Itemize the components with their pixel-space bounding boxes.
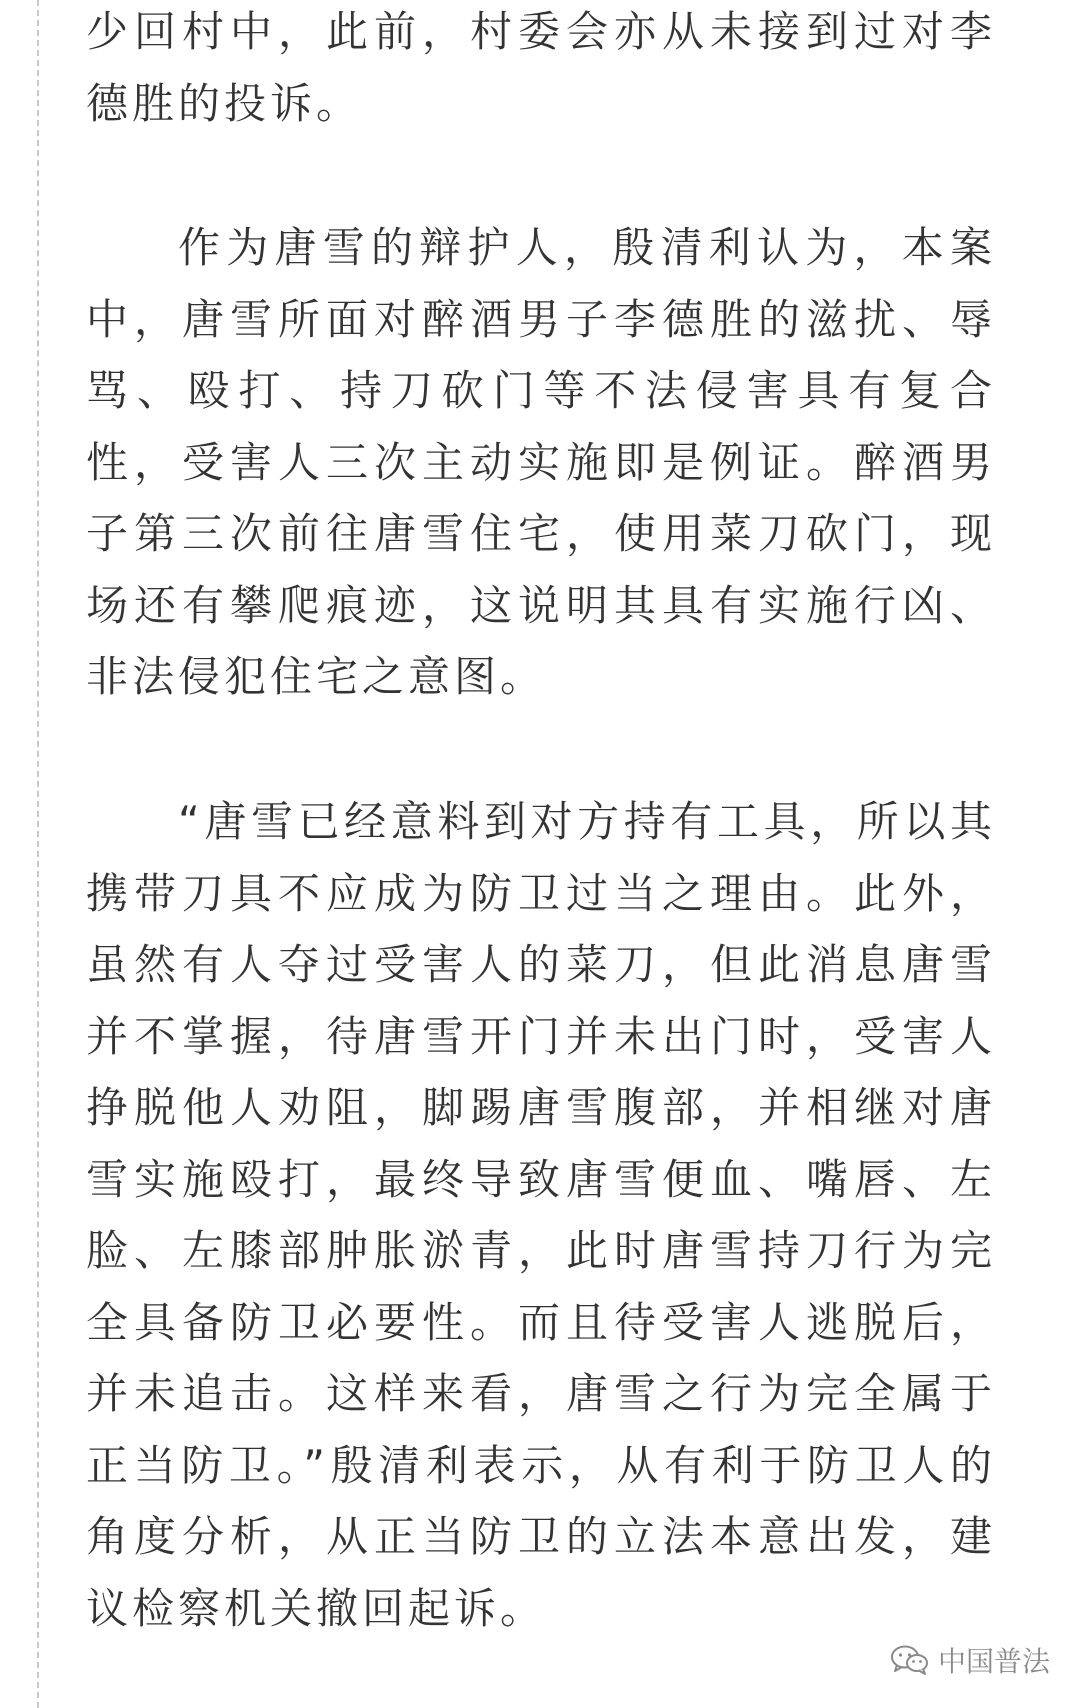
watermark	[890, 1640, 1050, 1680]
paragraph-3: “唐雪已经意料到对方持有工具，所以其携带刀具不应成为防卫过当之理由。此外，虽然有人夺过受害人的菜刀，但此消息唐雪并不掌握，待唐雪开门并未出门时，受害人挣脱他人劝阻，脚踢唐雪腹部，并相继对唐雪实施殴打，最终导致唐雪便血、嘴唇、左脸、左膝部肿胀淤青，此时唐雪持刀行为完全具备防卫必要性。而且待受害人逃脱后，并未追击。这样来看，唐雪之行为完全属于正当防卫。”殷清利表示，从有利于防卫人的角度分析，从正当防卫的立法本意出发，建议检察机关撤回起诉。	[86, 797, 996, 1633]
watermark-text: 中国普法	[937, 1645, 1050, 1678]
wechat-icon	[890, 1644, 930, 1676]
left-dashed-rule	[37, 0, 39, 1708]
paragraph-1: 少回村中，此前，村委会亦从未接到过对李德胜的投诉。	[86, 7, 996, 128]
paragraph-2: 作为唐雪的辩护人，殷清利认为，本案中，唐雪所面对醉酒男子李德胜的滋扰、辱骂、殴打、持刀砍门等不法侵害具有复合性，受害人三次主动实施即是例证。醉酒男子第三次前往唐雪住宅，使用菜刀砍门，现场还有攀爬痕迹，这说明其具有实施行凶、非法侵犯住宅之意图。	[86, 223, 996, 701]
